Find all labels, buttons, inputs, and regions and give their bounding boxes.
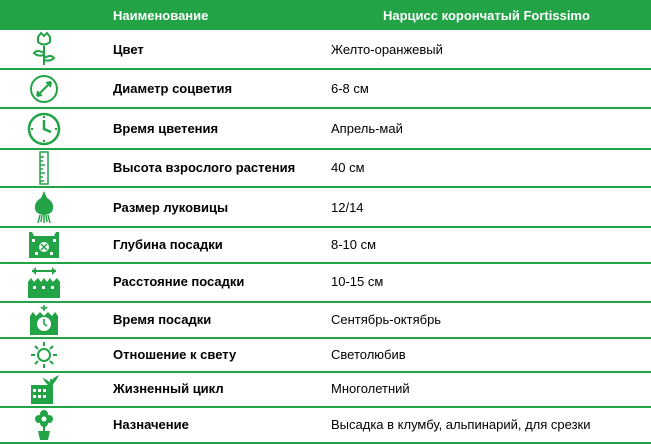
- potted-flower-icon: [25, 408, 63, 442]
- row-value: 12/14: [331, 200, 364, 215]
- row-value: 10-15 см: [331, 274, 384, 289]
- row-value: 8-10 см: [331, 237, 377, 252]
- row-label: Жизненный цикл: [113, 381, 224, 396]
- row-value: Многолетний: [331, 381, 410, 396]
- table-row: [0, 228, 651, 264]
- table-row: [0, 303, 651, 339]
- planting-depth-icon: [25, 228, 63, 262]
- bulb-icon: [25, 188, 63, 226]
- row-label: Размер луковицы: [113, 200, 229, 215]
- row-value: Желто-оранжевый: [331, 42, 443, 57]
- table-row: [0, 30, 651, 70]
- table-row: [0, 70, 651, 109]
- row-value: 6-8 см: [331, 81, 369, 96]
- planting-distance-icon: [25, 264, 63, 301]
- table-row: [0, 408, 651, 444]
- header-name-col: Наименование: [113, 8, 209, 23]
- header-value-col: Нарцисс корончатый Fortissimo: [383, 8, 590, 23]
- row-label: Расстояние посадки: [113, 274, 245, 289]
- row-label: Высота взрослого растения: [113, 160, 296, 175]
- table-row: [0, 150, 651, 188]
- table-row: [0, 373, 651, 408]
- ruler-icon: [25, 150, 63, 186]
- diameter-icon: [25, 70, 63, 107]
- row-label: Диаметр соцветия: [113, 81, 233, 96]
- table-row: [0, 339, 651, 373]
- row-value: Апрель-май: [331, 121, 403, 136]
- row-label: Отношение к свету: [113, 347, 237, 362]
- table-row: [0, 188, 651, 228]
- life-cycle-icon: [25, 373, 63, 406]
- rose-icon: [25, 30, 63, 68]
- row-label: Цвет: [113, 42, 144, 57]
- table-row: [0, 109, 651, 150]
- sun-icon: [25, 339, 63, 371]
- row-label: Назначение: [113, 417, 189, 432]
- table-row: [0, 264, 651, 303]
- table-header: [0, 0, 651, 30]
- row-value: Сентябрь-октябрь: [331, 312, 442, 327]
- row-value: Светолюбив: [331, 347, 406, 362]
- row-value: Высадка в клумбу, альпинарий, для срезки: [331, 417, 591, 432]
- row-label: Время посадки: [113, 312, 212, 327]
- row-label: Время цветения: [113, 121, 219, 136]
- planting-time-icon: [25, 303, 63, 337]
- row-label: Глубина посадки: [113, 237, 223, 252]
- row-value: 40 см: [331, 160, 365, 175]
- clock-icon: [25, 109, 63, 148]
